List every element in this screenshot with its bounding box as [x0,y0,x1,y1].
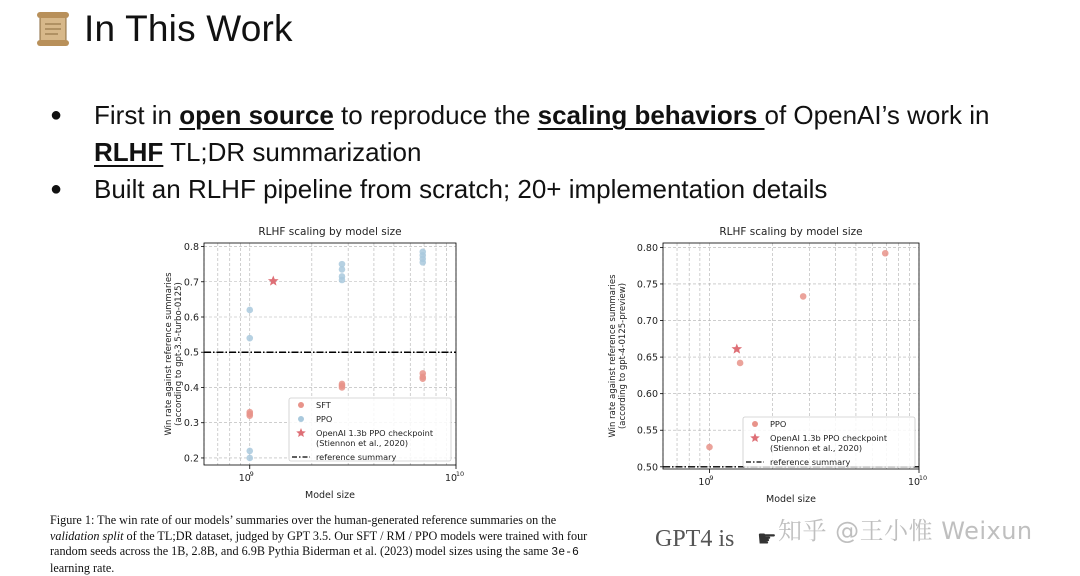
data-point-ppo [339,277,346,284]
y-tick-label: 0.5 [183,347,199,359]
slide-title: In This Work [84,8,293,49]
y-tick-label: 0.75 [636,279,658,291]
emphasis-rlhf: RLHF [94,137,164,167]
bullet-list [50,97,1080,208]
legend-label: OpenAI 1.3b PPO checkpoint [770,433,888,443]
legend-marker [298,416,304,422]
legend-label: reference summary [316,452,397,462]
pointer-hand-icon: ☛ [757,526,777,551]
x-axis-label: Model size [305,490,355,500]
gpt4-label: GPT4 is [655,526,735,552]
data-point-ppo [246,455,253,462]
bullet-text: Built an RLHF pipeline from scratch; 20+ implementation details [94,174,828,204]
y-axis-label: Win rate against reference summaries [608,274,618,438]
bullet-dot: ● [50,104,63,126]
y-axis-label: (according to gpt-4-0125-preview) [618,282,628,430]
chart-legend [743,417,915,467]
watermark: 知乎 @王小惟 Weixun [778,517,1033,545]
legend-label: OpenAI 1.3b PPO checkpoint [316,428,434,438]
legend-marker [298,402,304,408]
legend-label: SFT [316,400,331,410]
data-point-ppo [339,266,346,273]
y-tick-label: 0.2 [183,453,199,465]
bullet-text: First in open source to reproduce the scaling behaviors of OpenAI’s work in RLHF TL;DR summarization [94,100,990,167]
chart-gpt35-svg [160,225,470,500]
y-tick-label: 0.65 [636,352,658,364]
data-point-openai-star [268,276,279,286]
chart-gpt4-svg [603,225,948,510]
legend-label: PPO [770,419,787,429]
x-tick-exponent: 9 [249,470,254,478]
y-tick-label: 0.80 [636,242,658,254]
data-point-ppo [706,444,713,451]
legend-label: reference summary [770,457,851,467]
x-tick-exponent: 9 [709,474,714,482]
data-point-ppo [246,448,253,455]
chart-legend [289,398,451,462]
y-tick-label: 0.55 [636,425,658,437]
legend-label: (Stiennon et al., 2020) [316,438,409,448]
data-point-sft [419,375,426,382]
data-point-ppo [800,293,807,300]
x-tick-label: 10 [907,477,921,488]
chart-title: RLHF scaling by model size [258,226,402,238]
y-tick-label: 0.60 [636,389,658,401]
x-tick-exponent: 10 [918,474,928,482]
x-tick-label: 10 [444,473,458,484]
x-tick-label: 10 [238,473,251,484]
y-tick-label: 0.8 [183,242,199,254]
y-axis-label: (according to gpt-3.5-turbo-0125) [174,282,184,426]
chart-gpt4-scaling [603,225,948,515]
data-point-openai-star [732,344,743,354]
slide-header [36,8,293,50]
data-point-ppo [246,307,253,314]
y-axis-label: Win rate against reference summaries [164,272,174,436]
data-point-ppo [882,250,889,257]
chart-title: RLHF scaling by model size [719,226,863,238]
data-point-sft [339,384,346,391]
bullet-item-1 [50,97,1080,171]
emphasis-open-source: open source [179,100,334,130]
data-point-ppo [737,360,744,367]
scroll-icon [36,11,70,47]
figure-caption: Figure 1: The win rate of our models’ summaries over the human-generated reference summaries on the validation split of the TL;DR dataset, judged by GPT 3.5. Our SFT / RM / PPO models were trained with four random seeds across the 1B, 2.8B, and 6.9B Pythia Biderman et al. (2023) model sizes using the same 3e-6 learning rate. [50,513,588,575]
y-tick-label: 0.7 [183,277,199,289]
y-tick-label: 0.70 [636,316,658,328]
bullet-item-2 [50,171,1080,208]
bullet-dot: ● [50,178,63,200]
x-tick-label: 10 [698,477,711,488]
y-tick-label: 0.4 [183,382,199,394]
legend-label: (Stiennon et al., 2020) [770,443,863,453]
legend-label: PPO [316,414,333,424]
data-point-ppo [246,335,253,342]
x-axis-label: Model size [766,494,816,505]
y-tick-label: 0.6 [183,312,199,324]
emphasis-scaling-behaviors: scaling behaviors [537,100,765,130]
y-tick-label: 0.50 [636,462,658,474]
legend-marker [752,421,758,427]
chart-gpt35-scaling [160,225,470,505]
data-point-sft [246,412,253,419]
data-point-ppo [419,259,426,266]
y-tick-label: 0.3 [183,418,199,430]
x-tick-exponent: 10 [455,470,465,478]
